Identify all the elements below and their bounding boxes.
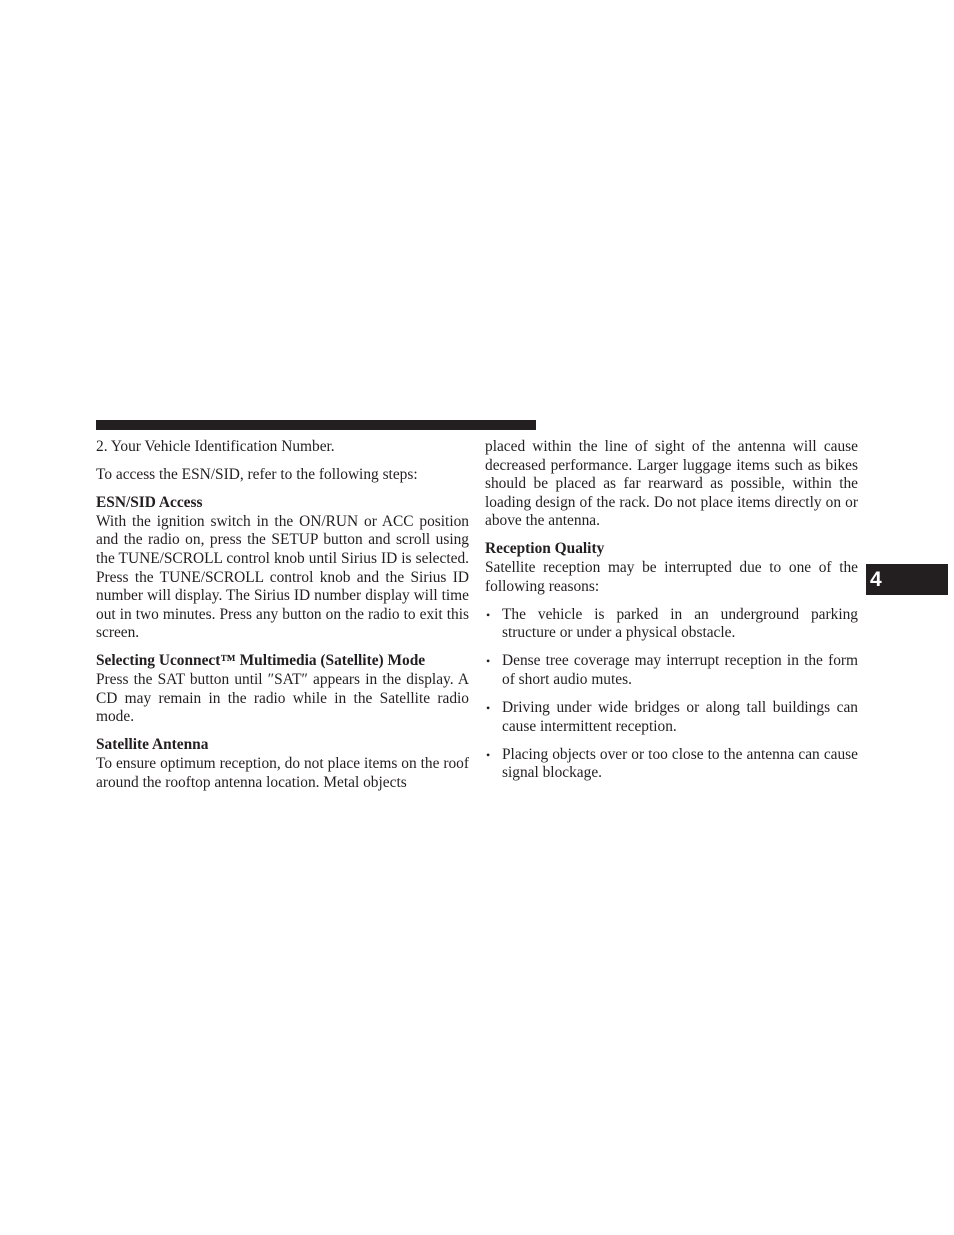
bullet-icon: • xyxy=(486,607,491,622)
section-body: Satellite reception may be interrupted due to one of the following reasons: xyxy=(485,559,858,595)
section-satellite-mode xyxy=(96,652,469,726)
section-body: To ensure optimum reception, do not place items on the roof around the rooftop antenna location. Metal objects xyxy=(96,754,469,791)
list-item-text: Dense tree coverage may interrupt reception in the form of short audio mutes. xyxy=(502,652,858,689)
header-rule xyxy=(96,420,536,430)
section-body: With the ignition switch in the ON/RUN or ACC position and the radio on, press the SETUP button and scroll using the TUNE/SCROLL control knob until Sirius ID is selected. Press the TUNE/SCROLL control knob and the Sirius ID number will display. The Sirius ID number display will time out in two minutes. Press any button on the radio to exit this screen. xyxy=(96,512,469,642)
bullet-icon: • xyxy=(486,701,491,716)
chapter-number: 4 xyxy=(870,568,882,591)
list-item xyxy=(485,699,858,736)
intro-paragraph: To access the ESN/SID, refer to the following steps: xyxy=(96,466,418,484)
section-body: Press the SAT button until ″SAT″ appears in the display. A CD may remain in the radio while in the Satellite radio mode. xyxy=(96,671,469,726)
list-item xyxy=(485,652,858,689)
right-column xyxy=(485,438,858,793)
section-heading: Satellite Antenna xyxy=(96,736,209,754)
list-item-text: Placing objects over or too close to the antenna can cause signal blockage. xyxy=(502,745,858,782)
section-heading: Reception Quality xyxy=(485,540,605,558)
list-item-vin: 2. Your Vehicle Identification Number. xyxy=(96,438,335,455)
list-item xyxy=(485,606,858,643)
bullet-icon: • xyxy=(486,654,491,669)
bullet-icon: • xyxy=(486,747,491,762)
section-heading: ESN/SID Access xyxy=(96,494,203,512)
section-heading: Selecting Uconnect™ Multimedia (Satellite) Mode xyxy=(96,652,426,670)
list-item-text: The vehicle is parked in an underground parking structure or under a physical obstacle. xyxy=(502,605,858,642)
section-satellite-antenna xyxy=(96,736,469,792)
list-item xyxy=(485,746,858,783)
antenna-continuation-paragraph: placed within the line of sight of the antenna will cause decreased performance. Larger luggage items such as bikes should be placed as far rearward as possible, within the loading design of the rack. Do not place items directly on or above the antenna. xyxy=(485,438,858,530)
left-column xyxy=(96,438,469,802)
section-esn-sid-access xyxy=(96,494,469,643)
chapter-tab xyxy=(866,564,948,595)
reception-reasons-list xyxy=(485,606,858,783)
section-reception-quality xyxy=(485,540,858,783)
list-item-text: Driving under wide bridges or along tall buildings can cause intermittent reception. xyxy=(502,699,858,735)
